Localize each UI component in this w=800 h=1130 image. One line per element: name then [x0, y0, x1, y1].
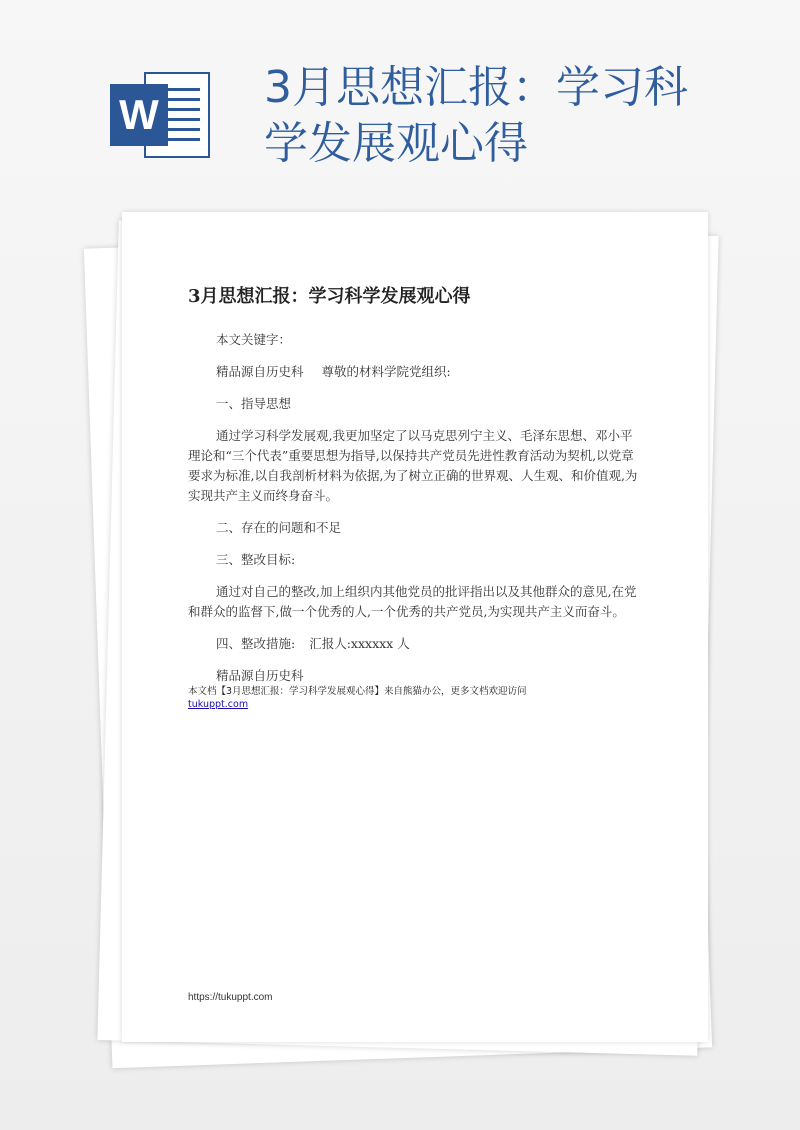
section-heading-1: 一、指导思想 [216, 396, 292, 411]
document-page [122, 212, 708, 1042]
word-doc-icon [110, 66, 212, 164]
source-line: 精品源自历史科 [216, 364, 304, 379]
document-title: 3月思想汇报：学习科学发展观心得 [188, 286, 471, 307]
section-4-line [188, 634, 640, 654]
page-title-line-1: 3月思想汇报：学习科 [264, 62, 688, 113]
page-title-line-2: 学发展观心得 [264, 118, 528, 169]
reporter: 汇报人:xxxxxx 人 [309, 636, 410, 651]
page-title [264, 60, 784, 172]
footer-note [188, 685, 658, 711]
section-heading-2: 二、存在的问题和不足 [216, 520, 342, 535]
word-letter: W [110, 84, 168, 146]
section-body-1: 通过学习科学发展观,我更加坚定了以马克思列宁主义、毛泽东思想、邓小平理论和“三个代表”重要思想为指导,以保持共产党员先进性教育活动为契机,以党章要求为标准,以自我剖析材料为依据,为了树立正确的世界观、人生观、和价值观,为实现共产主义而终身奋斗。 [188, 428, 638, 503]
header [0, 0, 800, 200]
section-heading-3: 三、整改目标: [216, 552, 296, 567]
section-heading-4: 四、整改措施: [216, 636, 296, 651]
keywords-label: 本文关键字： [216, 332, 292, 347]
document-body [188, 330, 640, 698]
source-line-end: 精品源自历史科 [216, 668, 304, 683]
page-url: https://tukuppt.com [188, 992, 273, 1003]
footer-note-text: 本文档【3月思想汇报：学习科学发展观心得】来自熊猫办公，更多文档欢迎访问 [188, 686, 527, 697]
source-greeting-line [188, 362, 640, 382]
section-body-3: 通过对自己的整改,加上组织内其他党员的批评指出以及其他群众的意见,在党和群众的监督下,做一个优秀的人,一个优秀的共产党员,为实现共产主义而奋斗。 [188, 584, 637, 619]
footer-link[interactable]: tukuppt.com [188, 699, 249, 710]
greeting: 尊敬的材料学院党组织: [321, 364, 451, 379]
